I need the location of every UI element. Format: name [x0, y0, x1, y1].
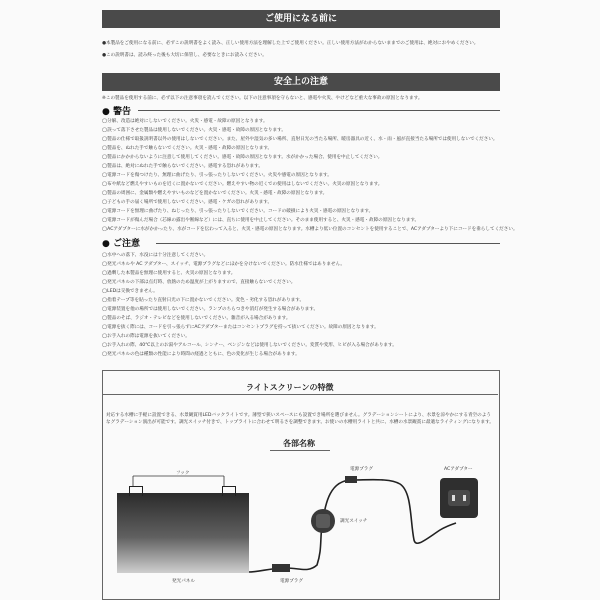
warning-line: ◯製品にかかからないように注意して使用してください。感電・故障の原因となります。水がかかった場合、使用を中止してください。	[102, 155, 383, 160]
warning-line: ◯電源コードが傷んだ場合（芯線の露出や断線など）には、直ちに使用を中止してください。そのまま使用すると、火災・感電・故障の原因となります。	[102, 218, 420, 223]
parts-title: 各部名称	[283, 439, 315, 448]
caution-line: ◯お手入れの際は電源を抜いてください。	[102, 334, 190, 339]
caution-line: ◯指着テープ等を貼ったり直射日光の下に置かないでください。変色・劣化する恐れがあります。	[102, 298, 305, 303]
hook-right-icon	[222, 486, 236, 496]
caution-line: ◯過剰した本製品を無理に使用すると、火災の原因となります。	[102, 271, 236, 276]
power-plug-top-label: 電源プラグ	[350, 467, 373, 472]
warning-line: ◯電源コードを無理に曲げたり、ねじったり、引っ張ったりしないでください。コードの破損により火災・感電の原因となります。	[102, 209, 374, 214]
light-panel-icon	[117, 493, 249, 573]
power-cable	[248, 480, 456, 572]
light-panel-label: 発光パネル	[172, 579, 195, 584]
warning-line: ◯誤って落下させた製品は使用しないでください。火災・感電・故障の原因となります。	[102, 128, 286, 133]
caution-line: ◯LEDは交換できません。	[102, 289, 158, 294]
caution-line: ◯発光パネルの色は種類の性能により時間の経過とともに、色の変化が生じる場合があります。	[102, 352, 300, 357]
dimmer-switch-label: 調光スイッチ	[340, 519, 368, 524]
ac-adapter-prong-left	[452, 495, 455, 501]
caution-line: ◯発光パネルや AC アダプター、スイッチ、電源プラグなどにほかを分けないでください。防水仕様ではありません。	[102, 262, 345, 267]
power-plug-top-icon	[345, 476, 357, 483]
feature-title: ライトスクリーンの特徴	[246, 383, 334, 392]
hook-left-icon	[129, 486, 143, 496]
usage-line: ●本製品をご使用になる前に、必ずこの説明書をよく読み、正しい使用方法を理解した上でご使用ください。正しい使用方法がわからないままでのご使用は、絶対におやめください。	[102, 41, 479, 46]
warning-line: ◯電源コードを傷つけたり、無理に曲げたり、引っ張ったりしないでください。火災や感電の原因となります。	[102, 173, 332, 178]
ac-adapter-label: ACアダプター	[444, 467, 473, 472]
caution-heading: ● ご注意	[102, 239, 140, 249]
ac-adapter-prong-right	[463, 495, 466, 501]
safety-intro: ※この製品を使用する前に、必ず以下の注意事項を読んでください。以下の注意事項を守らないと、感電や火災、やけどなど重大な事故の原因となります。	[102, 96, 423, 101]
dimmer-switch-knob	[316, 514, 330, 528]
caution-line: ◯水中への落下、水没には十分注意してください。	[102, 253, 209, 258]
safety-section-title: 安全上の注意	[102, 73, 500, 91]
hook-label: フック	[176, 471, 190, 476]
warning-heading: ● 警告	[102, 107, 131, 117]
caution-line: ◯発光パネルの下部は点灯時、放熱のため温度が上がりますので、直接触らないでください。	[102, 280, 296, 285]
warning-line: ◯製品を、ぬれた手で触らないでください。火災・感電・故障の原因となります。	[102, 146, 273, 151]
power-plug-bottom-icon	[272, 564, 290, 572]
warning-line: ◯分解、改造は絶対にしないでください。火災・感電・故障の原因となります。	[102, 119, 268, 124]
warning-line: ◯布や紙など燃えやすいものを近くに置かないでください。燃えやすい物の近くでの使用はしないでください。火災の原因となります。	[102, 182, 383, 187]
caution-line: ◯お手入れの際、40℃以上のお湯やアルコール、シンナー、ベンジンなどは使用しないでください。変質や変形、ヒビが入る場合があります。	[102, 343, 397, 348]
caution-line: ◯電源装置を他の場所では使用しないでください。ランプのちらつきや消灯が発生する場合があります。	[102, 307, 319, 312]
warning-line: ◯製品の周囲に、金属類や燃えやすいものなどを置かないでください。火災・感電・故障の原因となります。	[102, 191, 328, 196]
feature-text: 対応する水槽に手軽に設置できる、水景観賞用LEDバックライトです。薄型で狭いスペースにも設置でき場所を選びません。グラデーションシートにより、水景を涼やかにする青空のようなグラデーション演出が可能です。調光スイッチ付きで、トップライトに合わせて明るさを調整できます。お使いの水槽用ライトと共に、水槽の水景観賞に最適なライティングになります。	[106, 413, 494, 425]
warning-line: ◯製品は、絶対にぬれた手で触らないでください。感電する恐れがあります。	[102, 164, 263, 169]
ac-adapter-face	[448, 490, 470, 506]
warning-line: ◯製品の仕様で取扱説明書以外の使用はしないでください。また、屋外や湿気の多い場所、直射日光の当たる場所、暖房器具の近く、水・雨・風が直接当たる場所では使用しないでください。	[102, 137, 498, 142]
caution-line: ◯製品のそば、ラジオ・テレビなどを使用しないでください。雑音が入る場合があります。	[102, 316, 291, 321]
caution-line: ◯電源を抜く際には、コードを引っ張らずにACアダプターまたはコンセントプラグを持って抜いてください。故障の原因となります。	[102, 325, 379, 330]
warning-line: ◯子どもの手の届く場所で使用しないでください。感電・ケガの恐れがあります。	[102, 200, 273, 205]
usage-section-title: ご使用になる前に	[102, 10, 500, 28]
power-plug-bottom-label: 電源プラグ	[280, 579, 303, 584]
warning-line: ◯ACアダプターに水がかかったり、水がコードを伝わって入ると、火災・感電の原因となります。水槽より低い位置のコンセントを使用することで、ACアダプターより下にコードを垂らしてください。	[102, 227, 518, 232]
usage-line: ●この説明書は、読み終った後も大切に保管し、必要なときにお読みください。	[102, 53, 267, 58]
